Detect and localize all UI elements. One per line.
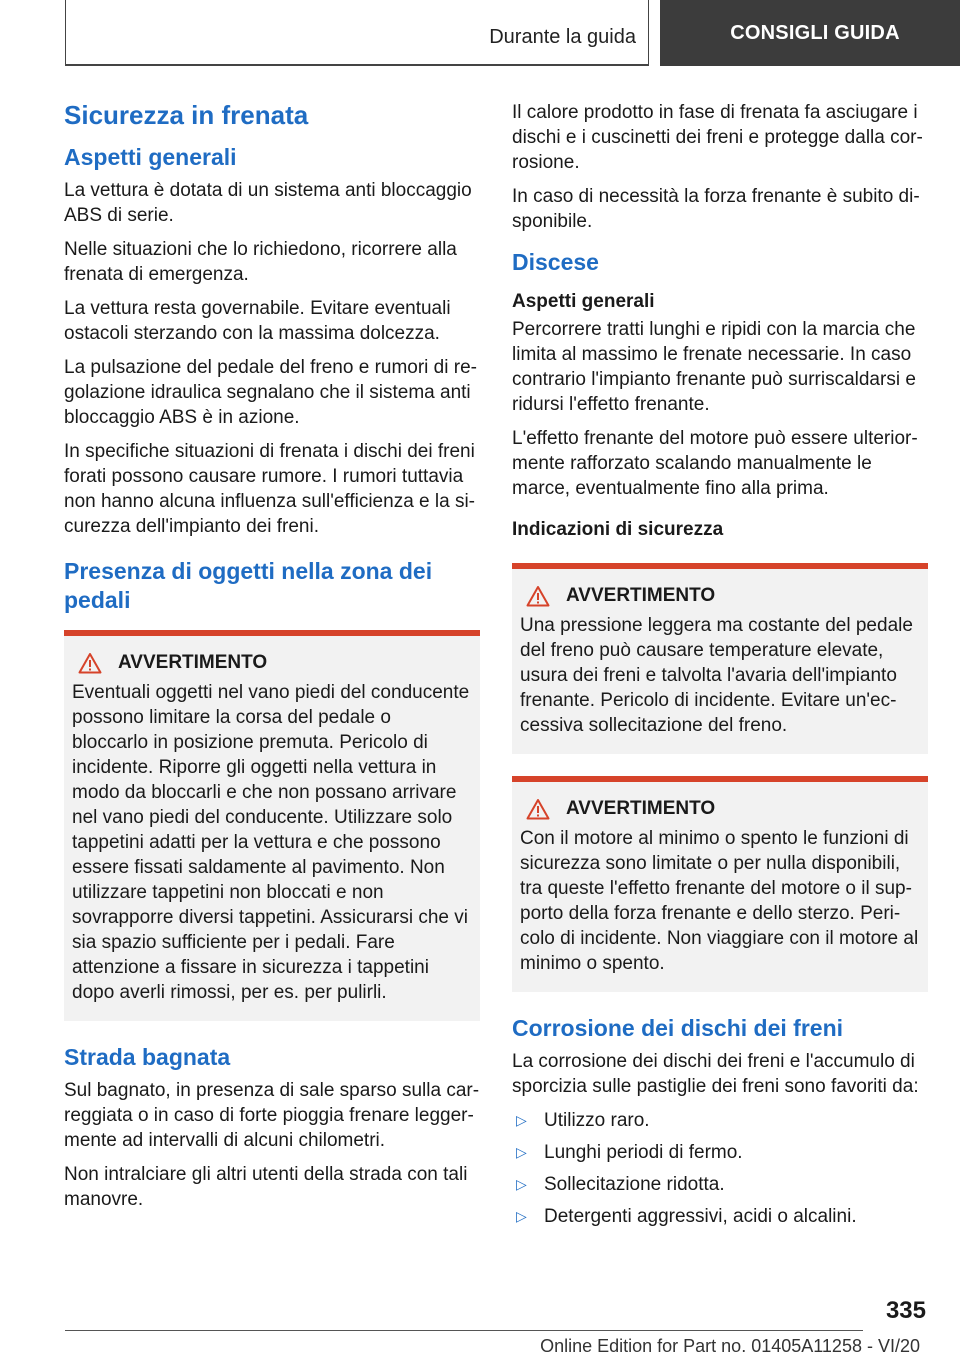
paragraph: La vettura resta governabile. Evitare eventuali ostacoli sterzando con la massima dolcezza.	[64, 297, 451, 344]
warning-triangle-icon	[526, 585, 550, 607]
paragraph: Nelle situazioni che lo richiedono, ricorrere alla frenata di emergenza.	[64, 238, 457, 285]
header-chapter-tab: CONSIGLI GUIDA	[660, 0, 960, 66]
triangle-bullet-icon: ▷	[516, 1143, 527, 1160]
paragraph: La vettura è dotata di un sistema anti bloccaggio ABS di serie.	[64, 179, 472, 226]
warning-title: AVVERTIMENTO	[72, 652, 472, 674]
paragraph: Sul bagnato, in presenza di sale sparso sulla carreggiata o in caso di forte pioggia frenare leggermente ad intervalli di alcuni chilometri.	[64, 1080, 480, 1152]
warning-text: Eventuali oggetti nel vano piedi del conducente possono limitare la corsa del pedale o bloccarlo in posizione premuta. Pericolo di incidente. Riporre gli oggetti nella vettura in modo da bloccarli e che non possano arrivare nel vano piedi del conducente. Utilizzare solo tappetini adatti per la vettura e che possono essere fissati saldamente al pavimento. Non utilizzare tappetini non bloccati e non sovrapporre diversi tappetini. Assicurarsi che vi sia spazio sufficiente per i pedali. Fare attenzione a fissare in sicurezza i tappetini dopo averli rimossi, per es. per pulirli.	[72, 682, 470, 1004]
left-column	[64, 100, 480, 1221]
warning-box	[512, 776, 928, 992]
page-number: 335	[885, 1297, 926, 1324]
list-item: ▷ Sollecitazione ridotta.	[512, 1172, 928, 1197]
list-item: ▷ Lunghi periodi di fermo.	[512, 1140, 928, 1165]
subheading-safety: Indicazioni di sicurezza	[512, 518, 724, 540]
list-item: ▷ Detergenti aggressivi, acidi o alcalini.	[512, 1204, 928, 1229]
footer-rule	[65, 1330, 863, 1331]
paragraph: Percorrere tratti lunghi e ripidi con la marcia che limita al massimo le frenate necessarie. In caso contrario l'impianto frenante può surriscaldarsi e ridursi l'effetto frenante.	[512, 318, 916, 415]
warning-box	[64, 630, 480, 1021]
heading-pedal-objects: Presenza di oggetti nella zona dei pedali	[64, 557, 433, 613]
paragraph: L'effetto frenante del motore può essere ulteriormente rafforzato scalando manualmente le marce, eventualmente fino alla prima.	[512, 427, 918, 499]
paragraph: Non intralciare gli altri utenti della strada con tali manovre.	[64, 1164, 468, 1211]
header-rule-left	[65, 0, 66, 66]
paragraph: La corrosione dei dischi dei freni e l'accumulo di sporcizia sulle pastiglie dei freni sono favoriti da:	[512, 1050, 919, 1097]
triangle-bullet-icon: ▷	[516, 1111, 527, 1128]
subheading-general: Aspetti generali	[512, 290, 655, 312]
triangle-bullet-icon: ▷	[516, 1175, 527, 1192]
header-rule-right	[648, 0, 649, 66]
right-column	[512, 100, 928, 1236]
heading-descents: Discese	[512, 249, 599, 275]
heading-wet-road: Strada bagnata	[64, 1044, 231, 1071]
warning-title: AVVERTIMENTO	[520, 585, 920, 607]
warning-text: Con il motore al minimo o spento le funzioni di sicurezza sono limitate o per nulla disponibili, tra queste l'effetto frenante del motore o il supporto della forza frenante e dello sterzo. Pericolo di incidente. Non viaggiare con il motore al minimo o spento.	[520, 827, 919, 974]
warning-triangle-icon	[526, 798, 550, 820]
header-rule-bottom	[65, 64, 649, 66]
heading-brake-safety: Sicurezza in frenata	[64, 100, 309, 130]
paragraph: In caso di necessità la forza frenante è subito disponibile.	[512, 186, 920, 232]
header-section: Durante la guida	[489, 26, 636, 48]
paragraph: Il calore prodotto in fase di frenata fa asciugare i dischi e i cuscinetti dei freni e protegge dalla corrosione.	[512, 102, 923, 173]
triangle-bullet-icon: ▷	[516, 1207, 527, 1224]
footer-edition: Online Edition for Part no. 01405A11258 - VI/20	[540, 1336, 920, 1356]
paragraph: La pulsazione del pedale del freno e rumori di regolazione idraulica segnalano che il sistema anti bloccaggio ABS è in azione.	[64, 356, 477, 428]
warning-text: Una pressione leggera ma costante del pedale del freno può causare temperature elevate, usura dei freni e talvolta l'avaria dell'impianto frenante. Pericolo di incidente. Evitare un'eccessiva sollecitazione del freno.	[520, 614, 913, 736]
list-item: ▷ Utilizzo raro.	[512, 1108, 928, 1133]
heading-disc-corrosion: Corrosione dei dischi dei freni	[512, 1014, 844, 1041]
warning-box	[512, 563, 928, 754]
heading-general: Aspetti generali	[64, 144, 237, 171]
warning-triangle-icon	[78, 652, 102, 674]
paragraph: In specifiche situazioni di frenata i dischi dei freni forati possono causare rumore. I rumori tuttavia non hanno alcuna influenza sull'efficienza e la sicurezza dell'impianto dei freni.	[64, 440, 475, 537]
bullet-list	[512, 1108, 928, 1229]
warning-title: AVVERTIMENTO	[520, 798, 920, 820]
